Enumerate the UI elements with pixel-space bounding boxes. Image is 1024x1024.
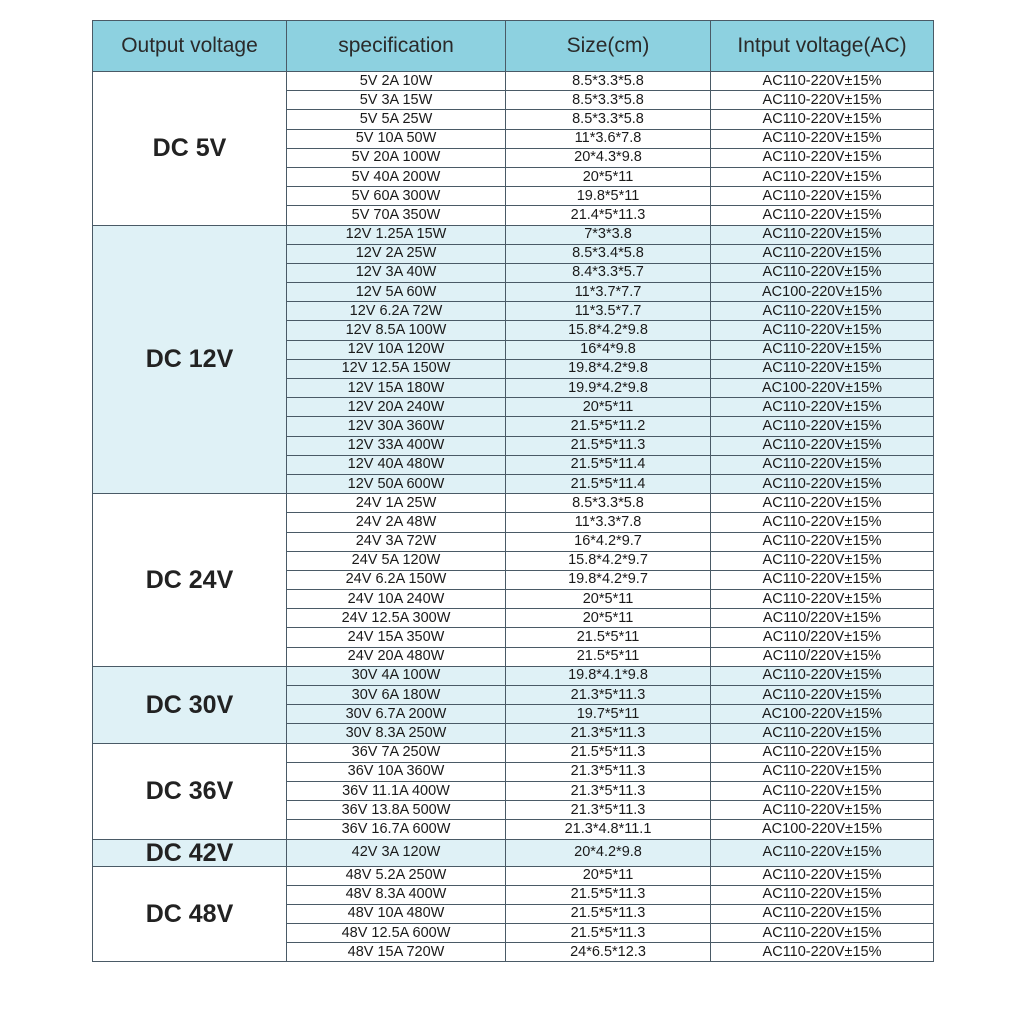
size-cell: 21.3*5*11.3 <box>506 762 711 781</box>
spec-cell: 24V 3A 72W <box>287 532 506 551</box>
spec-cell: 12V 6.2A 72W <box>287 302 506 321</box>
spec-cell: 36V 7A 250W <box>287 743 506 762</box>
input-voltage-cell: AC110-220V±15% <box>711 206 934 225</box>
spec-cell: 5V 20A 100W <box>287 148 506 167</box>
header-size: Size(cm) <box>506 21 711 72</box>
size-cell: 21.5*5*11.2 <box>506 417 711 436</box>
input-voltage-cell: AC110-220V±15% <box>711 666 934 685</box>
spec-cell: 12V 1.25A 15W <box>287 225 506 244</box>
spec-cell: 24V 6.2A 150W <box>287 570 506 589</box>
size-cell: 21.5*5*11.3 <box>506 924 711 943</box>
input-voltage-cell: AC110-220V±15% <box>711 885 934 904</box>
spec-cell: 36V 10A 360W <box>287 762 506 781</box>
input-voltage-cell: AC110-220V±15% <box>711 72 934 91</box>
size-cell: 8.5*3.3*5.8 <box>506 110 711 129</box>
size-cell: 20*5*11 <box>506 590 711 609</box>
table-row <box>93 866 934 885</box>
table-row <box>93 225 934 244</box>
size-cell: 21.5*5*11.4 <box>506 474 711 493</box>
voltage-group-label: DC 12V <box>93 225 287 494</box>
input-voltage-cell: AC110-220V±15% <box>711 340 934 359</box>
power-supply-spec-table <box>92 20 934 962</box>
spec-cell: 24V 20A 480W <box>287 647 506 666</box>
input-voltage-cell: AC110-220V±15% <box>711 417 934 436</box>
input-voltage-cell: AC110-220V±15% <box>711 762 934 781</box>
spec-cell: 42V 3A 120W <box>287 839 506 866</box>
size-cell: 11*3.5*7.7 <box>506 302 711 321</box>
spec-cell: 5V 10A 50W <box>287 129 506 148</box>
input-voltage-cell: AC110-220V±15% <box>711 225 934 244</box>
spec-cell: 48V 15A 720W <box>287 943 506 962</box>
size-cell: 21.3*5*11.3 <box>506 781 711 800</box>
size-cell: 21.3*5*11.3 <box>506 724 711 743</box>
spec-cell: 36V 11.1A 400W <box>287 781 506 800</box>
spec-cell: 12V 8.5A 100W <box>287 321 506 340</box>
size-cell: 16*4.2*9.7 <box>506 532 711 551</box>
input-voltage-cell: AC110/220V±15% <box>711 628 934 647</box>
input-voltage-cell: AC110-220V±15% <box>711 924 934 943</box>
input-voltage-cell: AC110-220V±15% <box>711 187 934 206</box>
spec-cell: 30V 4A 100W <box>287 666 506 685</box>
voltage-group-label: DC 42V <box>93 839 287 866</box>
size-cell: 19.8*4.2*9.7 <box>506 570 711 589</box>
voltage-group-label: DC 24V <box>93 494 287 667</box>
input-voltage-cell: AC110-220V±15% <box>711 474 934 493</box>
table-row <box>93 666 934 685</box>
size-cell: 21.4*5*11.3 <box>506 206 711 225</box>
input-voltage-cell: AC110-220V±15% <box>711 724 934 743</box>
input-voltage-cell: AC110-220V±15% <box>711 91 934 110</box>
input-voltage-cell: AC110-220V±15% <box>711 148 934 167</box>
size-cell: 15.8*4.2*9.8 <box>506 321 711 340</box>
size-cell: 20*4.3*9.8 <box>506 148 711 167</box>
spec-cell: 48V 8.3A 400W <box>287 885 506 904</box>
spec-cell: 12V 20A 240W <box>287 398 506 417</box>
input-voltage-cell: AC110-220V±15% <box>711 686 934 705</box>
spec-cell: 12V 2A 25W <box>287 244 506 263</box>
table-row <box>93 839 934 866</box>
size-cell: 8.5*3.4*5.8 <box>506 244 711 263</box>
spec-cell: 24V 12.5A 300W <box>287 609 506 628</box>
size-cell: 15.8*4.2*9.7 <box>506 551 711 570</box>
size-cell: 21.3*5*11.3 <box>506 686 711 705</box>
table-body <box>93 72 934 962</box>
spec-cell: 48V 12.5A 600W <box>287 924 506 943</box>
input-voltage-cell: AC110-220V±15% <box>711 398 934 417</box>
input-voltage-cell: AC110-220V±15% <box>711 167 934 186</box>
spec-cell: 12V 12.5A 150W <box>287 359 506 378</box>
spec-cell: 24V 5A 120W <box>287 551 506 570</box>
input-voltage-cell: AC110-220V±15% <box>711 743 934 762</box>
input-voltage-cell: AC110-220V±15% <box>711 781 934 800</box>
voltage-group-label: DC 36V <box>93 743 287 839</box>
spec-cell: 48V 5.2A 250W <box>287 866 506 885</box>
size-cell: 8.5*3.3*5.8 <box>506 91 711 110</box>
size-cell: 20*5*11 <box>506 866 711 885</box>
spec-cell: 24V 10A 240W <box>287 590 506 609</box>
spec-cell: 12V 15A 180W <box>287 379 506 398</box>
spec-cell: 12V 3A 40W <box>287 263 506 282</box>
input-voltage-cell: AC110-220V±15% <box>711 110 934 129</box>
input-voltage-cell: AC110-220V±15% <box>711 839 934 866</box>
size-cell: 19.9*4.2*9.8 <box>506 379 711 398</box>
spec-cell: 12V 10A 120W <box>287 340 506 359</box>
input-voltage-cell: AC100-220V±15% <box>711 705 934 724</box>
size-cell: 24*6.5*12.3 <box>506 943 711 962</box>
size-cell: 11*3.7*7.7 <box>506 283 711 302</box>
size-cell: 19.7*5*11 <box>506 705 711 724</box>
size-cell: 19.8*4.1*9.8 <box>506 666 711 685</box>
input-voltage-cell: AC110-220V±15% <box>711 551 934 570</box>
voltage-group-label: DC 30V <box>93 666 287 743</box>
input-voltage-cell: AC110-220V±15% <box>711 866 934 885</box>
spec-cell: 24V 2A 48W <box>287 513 506 532</box>
size-cell: 20*4.2*9.8 <box>506 839 711 866</box>
spec-cell: 12V 50A 600W <box>287 474 506 493</box>
input-voltage-cell: AC110-220V±15% <box>711 263 934 282</box>
size-cell: 21.5*5*11.3 <box>506 904 711 923</box>
size-cell: 21.5*5*11.4 <box>506 455 711 474</box>
table-row <box>93 72 934 91</box>
input-voltage-cell: AC110-220V±15% <box>711 321 934 340</box>
size-cell: 21.3*5*11.3 <box>506 801 711 820</box>
input-voltage-cell: AC110-220V±15% <box>711 904 934 923</box>
size-cell: 8.5*3.3*5.8 <box>506 72 711 91</box>
spec-cell: 24V 1A 25W <box>287 494 506 513</box>
spec-cell: 5V 70A 350W <box>287 206 506 225</box>
size-cell: 21.5*5*11.3 <box>506 885 711 904</box>
input-voltage-cell: AC110-220V±15% <box>711 494 934 513</box>
header-specification: specification <box>287 21 506 72</box>
spec-cell: 12V 33A 400W <box>287 436 506 455</box>
spec-cell: 5V 2A 10W <box>287 72 506 91</box>
size-cell: 11*3.3*7.8 <box>506 513 711 532</box>
input-voltage-cell: AC110-220V±15% <box>711 302 934 321</box>
spec-cell: 5V 40A 200W <box>287 167 506 186</box>
table-header <box>93 21 934 72</box>
header-row <box>93 21 934 72</box>
input-voltage-cell: AC100-220V±15% <box>711 283 934 302</box>
size-cell: 8.5*3.3*5.8 <box>506 494 711 513</box>
size-cell: 16*4*9.8 <box>506 340 711 359</box>
input-voltage-cell: AC110-220V±15% <box>711 244 934 263</box>
table-row <box>93 494 934 513</box>
table-row <box>93 743 934 762</box>
size-cell: 21.3*4.8*11.1 <box>506 820 711 839</box>
size-cell: 11*3.6*7.8 <box>506 129 711 148</box>
input-voltage-cell: AC110-220V±15% <box>711 532 934 551</box>
size-cell: 20*5*11 <box>506 167 711 186</box>
spec-cell: 48V 10A 480W <box>287 904 506 923</box>
spec-cell: 24V 15A 350W <box>287 628 506 647</box>
spec-cell: 12V 40A 480W <box>287 455 506 474</box>
input-voltage-cell: AC110/220V±15% <box>711 647 934 666</box>
spec-cell: 36V 13.8A 500W <box>287 801 506 820</box>
input-voltage-cell: AC110/220V±15% <box>711 609 934 628</box>
header-input-voltage: Intput voltage(AC) <box>711 21 934 72</box>
input-voltage-cell: AC110-220V±15% <box>711 590 934 609</box>
spec-cell: 12V 5A 60W <box>287 283 506 302</box>
spec-cell: 5V 5A 25W <box>287 110 506 129</box>
spec-cell: 30V 6.7A 200W <box>287 705 506 724</box>
input-voltage-cell: AC100-220V±15% <box>711 820 934 839</box>
input-voltage-cell: AC110-220V±15% <box>711 570 934 589</box>
input-voltage-cell: AC110-220V±15% <box>711 455 934 474</box>
input-voltage-cell: AC110-220V±15% <box>711 943 934 962</box>
size-cell: 21.5*5*11 <box>506 647 711 666</box>
input-voltage-cell: AC110-220V±15% <box>711 359 934 378</box>
size-cell: 21.5*5*11 <box>506 628 711 647</box>
size-cell: 19.8*5*11 <box>506 187 711 206</box>
spec-cell: 5V 60A 300W <box>287 187 506 206</box>
size-cell: 21.5*5*11.3 <box>506 436 711 455</box>
size-cell: 20*5*11 <box>506 609 711 628</box>
voltage-group-label: DC 48V <box>93 866 287 962</box>
spec-cell: 30V 6A 180W <box>287 686 506 705</box>
input-voltage-cell: AC100-220V±15% <box>711 379 934 398</box>
input-voltage-cell: AC110-220V±15% <box>711 129 934 148</box>
input-voltage-cell: AC110-220V±15% <box>711 436 934 455</box>
input-voltage-cell: AC110-220V±15% <box>711 801 934 820</box>
size-cell: 21.5*5*11.3 <box>506 743 711 762</box>
size-cell: 8.4*3.3*5.7 <box>506 263 711 282</box>
size-cell: 19.8*4.2*9.8 <box>506 359 711 378</box>
spec-cell: 30V 8.3A 250W <box>287 724 506 743</box>
input-voltage-cell: AC110-220V±15% <box>711 513 934 532</box>
spec-cell: 36V 16.7A 600W <box>287 820 506 839</box>
spec-cell: 12V 30A 360W <box>287 417 506 436</box>
size-cell: 7*3*3.8 <box>506 225 711 244</box>
header-output-voltage: Output voltage <box>93 21 287 72</box>
size-cell: 20*5*11 <box>506 398 711 417</box>
spec-cell: 5V 3A 15W <box>287 91 506 110</box>
voltage-group-label: DC 5V <box>93 72 287 226</box>
